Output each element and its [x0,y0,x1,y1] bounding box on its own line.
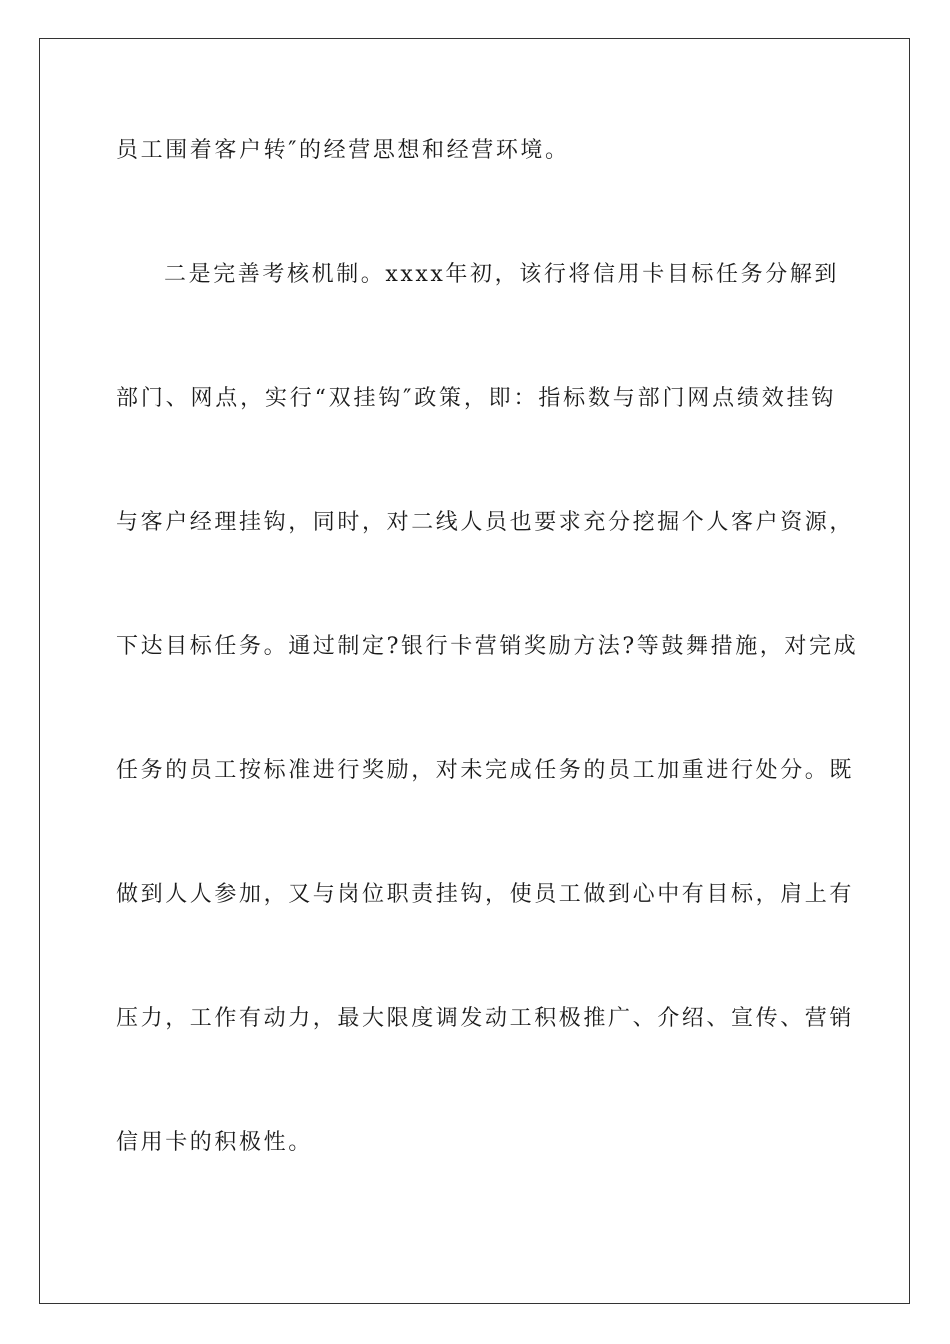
paragraph-1-line-1: 员工围着客户转″的经营思想和经营环境。 [116,138,570,163]
paragraph-2-line-2: 部门、网点，实行“双挂钩″政策，即：指标数与部门网点绩效挂钩 [116,386,836,411]
paragraph-2-line-5: 任务的员工按标准进行奖励，对未完成任务的员工加重进行处分。既 [116,758,855,783]
paragraph-2-line-7: 压力，工作有动力，最大限度调发动工积极推广、介绍、宣传、营销 [116,1006,855,1031]
paragraph-2-line-1: 二是完善考核机制。xxxx年初，该行将信用卡目标任务分解到 [164,262,840,287]
paragraph-2-line-4: 下达目标任务。通过制定?银行卡营销奖励方法?等鼓舞措施，对完成 [116,634,859,659]
paragraph-2-line-6: 做到人人参加，又与岗位职责挂钩，使员工做到心中有目标，肩上有 [116,882,855,907]
page-border [39,38,910,1304]
paragraph-2-line-8: 信用卡的积极性。 [116,1130,313,1155]
paragraph-2-line-3: 与客户经理挂钩，同时，对二线人员也要求充分挖掘个人客户资源， [116,510,855,535]
